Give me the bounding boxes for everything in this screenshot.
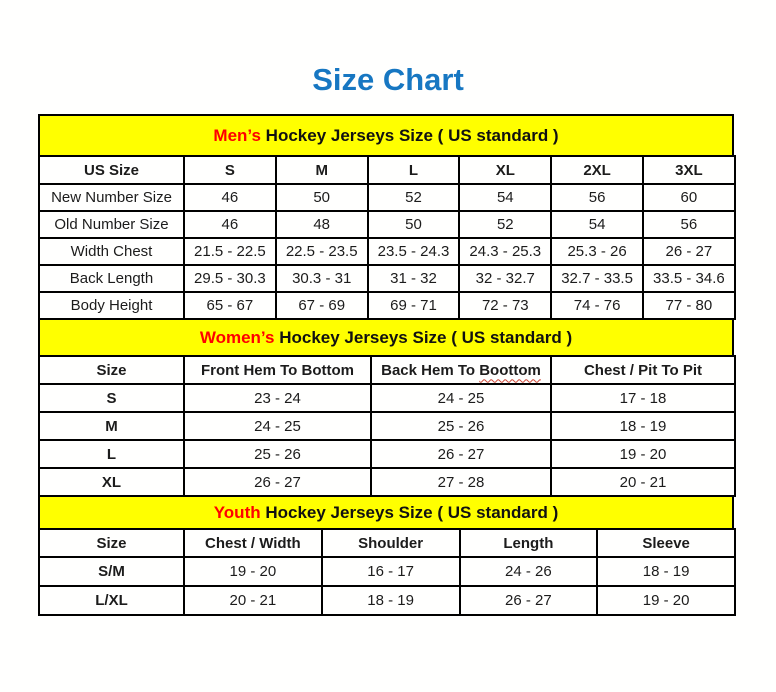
table-row xyxy=(39,265,735,292)
size-value-cell: 56 xyxy=(551,184,643,211)
size-value-cell: 77 - 80 xyxy=(643,292,735,319)
mens-size-table xyxy=(38,155,736,320)
size-value-cell: 50 xyxy=(368,211,460,238)
size-value-cell: 60 xyxy=(643,184,735,211)
size-value-cell: 19 - 20 xyxy=(597,586,735,615)
row-label: Back Length xyxy=(39,265,184,292)
size-value-cell: 48 xyxy=(276,211,368,238)
size-value-cell: 16 - 17 xyxy=(322,557,460,586)
size-value-cell: 18 - 19 xyxy=(597,557,735,586)
size-value-cell: 32.7 - 33.5 xyxy=(551,265,643,292)
size-value-cell: 54 xyxy=(551,211,643,238)
table-row xyxy=(39,292,735,319)
column-header-text: Back Hem To xyxy=(381,361,480,379)
mens-banner-accent: Men’s xyxy=(213,126,261,145)
column-header: Chest / Width xyxy=(184,529,322,557)
mens-banner-text: Hockey Jerseys Size ( US standard ) xyxy=(260,126,559,145)
table-row xyxy=(39,184,735,211)
youth-size-table xyxy=(38,528,736,616)
size-value-cell: 20 - 21 xyxy=(551,468,735,496)
size-value-cell: 25 - 26 xyxy=(371,412,551,440)
size-value-cell: 26 - 27 xyxy=(371,440,551,468)
table-row xyxy=(39,412,735,440)
row-label: Old Number Size xyxy=(39,211,184,238)
size-value-cell: 20 - 21 xyxy=(184,586,322,615)
misspelled-word: Boottom xyxy=(479,361,541,379)
womens-section-banner xyxy=(38,318,734,357)
column-header: 2XL xyxy=(551,156,643,184)
size-value-cell: 21.5 - 22.5 xyxy=(184,238,276,265)
table-row xyxy=(39,557,735,586)
column-header: M xyxy=(276,156,368,184)
womens-banner-text: Hockey Jerseys Size ( US standard ) xyxy=(274,328,573,347)
table-row xyxy=(39,468,735,496)
column-header: Size xyxy=(39,529,184,557)
row-label: L xyxy=(39,440,184,468)
womens-banner-accent: Women’s xyxy=(199,328,275,347)
size-value-cell: 24 - 26 xyxy=(460,557,598,586)
size-value-cell: 26 - 27 xyxy=(460,586,598,615)
womens-header-row xyxy=(39,356,735,384)
mens-section-banner xyxy=(38,114,734,157)
size-value-cell: 19 - 20 xyxy=(184,557,322,586)
size-value-cell: 24 - 25 xyxy=(184,412,371,440)
table-row xyxy=(39,211,735,238)
mens-size-section xyxy=(38,114,734,320)
size-value-cell: 52 xyxy=(368,184,460,211)
youth-header-row xyxy=(39,529,735,557)
page-title: Size Chart xyxy=(312,62,464,97)
size-value-cell: 25 - 26 xyxy=(184,440,371,468)
size-value-cell: 50 xyxy=(276,184,368,211)
table-row xyxy=(39,586,735,615)
row-label: XL xyxy=(39,468,184,496)
column-header: S xyxy=(184,156,276,184)
size-value-cell: 18 - 19 xyxy=(322,586,460,615)
table-row xyxy=(39,440,735,468)
row-label: Body Height xyxy=(39,292,184,319)
column-header xyxy=(371,356,551,384)
size-value-cell: 46 xyxy=(184,184,276,211)
size-value-cell: 23.5 - 24.3 xyxy=(368,238,460,265)
size-value-cell: 27 - 28 xyxy=(371,468,551,496)
column-header: Sleeve xyxy=(597,529,735,557)
size-value-cell: 46 xyxy=(184,211,276,238)
size-value-cell: 23 - 24 xyxy=(184,384,371,412)
size-value-cell: 26 - 27 xyxy=(184,468,371,496)
womens-size-section xyxy=(38,318,734,497)
column-header: 3XL xyxy=(643,156,735,184)
size-value-cell: 17 - 18 xyxy=(551,384,735,412)
youth-banner-text: Hockey Jerseys Size ( US standard ) xyxy=(260,503,559,522)
column-header: Length xyxy=(460,529,598,557)
size-value-cell: 22.5 - 23.5 xyxy=(276,238,368,265)
size-value-cell: 31 - 32 xyxy=(368,265,460,292)
size-value-cell: 30.3 - 31 xyxy=(276,265,368,292)
youth-size-section xyxy=(38,495,734,616)
size-value-cell: 26 - 27 xyxy=(643,238,735,265)
size-value-cell: 24.3 - 25.3 xyxy=(459,238,551,265)
size-value-cell: 25.3 - 26 xyxy=(551,238,643,265)
size-value-cell: 29.5 - 30.3 xyxy=(184,265,276,292)
row-label: Width Chest xyxy=(39,238,184,265)
column-header: Shoulder xyxy=(322,529,460,557)
size-value-cell: 33.5 - 34.6 xyxy=(643,265,735,292)
table-row xyxy=(39,238,735,265)
size-value-cell: 18 - 19 xyxy=(551,412,735,440)
size-value-cell: 24 - 25 xyxy=(371,384,551,412)
row-label: S/M xyxy=(39,557,184,586)
size-value-cell: 52 xyxy=(459,211,551,238)
column-header: XL xyxy=(459,156,551,184)
table-row xyxy=(39,384,735,412)
column-header: US Size xyxy=(39,156,184,184)
size-value-cell: 32 - 32.7 xyxy=(459,265,551,292)
size-value-cell: 69 - 71 xyxy=(368,292,460,319)
row-label: M xyxy=(39,412,184,440)
column-header: Size xyxy=(39,356,184,384)
row-label: L/XL xyxy=(39,586,184,615)
size-value-cell: 65 - 67 xyxy=(184,292,276,319)
size-value-cell: 72 - 73 xyxy=(459,292,551,319)
column-header: L xyxy=(368,156,460,184)
mens-header-row xyxy=(39,156,735,184)
column-header: Chest / Pit To Pit xyxy=(551,356,735,384)
column-header: Front Hem To Bottom xyxy=(184,356,371,384)
youth-banner-accent: Youth xyxy=(213,503,261,522)
row-label: S xyxy=(39,384,184,412)
size-value-cell: 74 - 76 xyxy=(551,292,643,319)
size-value-cell: 56 xyxy=(643,211,735,238)
row-label: New Number Size xyxy=(39,184,184,211)
size-tables-container xyxy=(38,114,734,616)
size-value-cell: 19 - 20 xyxy=(551,440,735,468)
size-value-cell: 54 xyxy=(459,184,551,211)
womens-size-table xyxy=(38,355,736,497)
youth-section-banner xyxy=(38,495,734,530)
size-value-cell: 67 - 69 xyxy=(276,292,368,319)
